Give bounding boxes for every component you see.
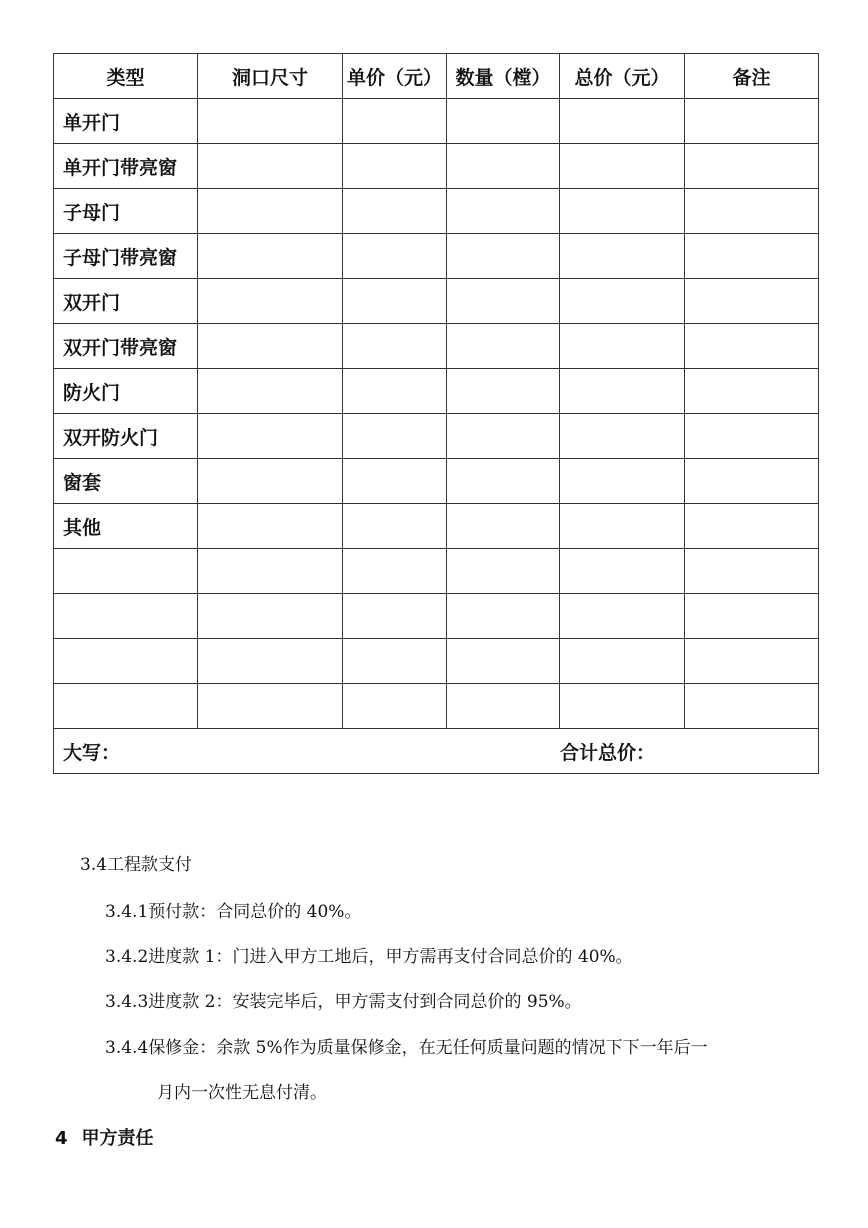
section-4-title: 甲方责任 [81,1128,154,1149]
table-cell [343,279,447,324]
type-cell [54,684,198,729]
table-row [54,234,819,279]
table-cell [560,639,685,684]
table-row [54,459,819,504]
column-header: 单价（元） [343,54,447,99]
table-cell [447,549,560,594]
table-cell [343,549,447,594]
table-cell [447,144,560,189]
table-cell [447,414,560,459]
table-cell [343,369,447,414]
table-row [54,684,819,729]
table-row [54,594,819,639]
table-cell [685,99,819,144]
table-cell [198,639,343,684]
table-cell [560,594,685,639]
total-price-label: 合计总价： [560,741,656,764]
table-row [54,99,819,144]
table-cell [343,594,447,639]
type-cell: 单开门 [54,99,198,144]
type-cell: 单开门带亮窗 [54,144,198,189]
table-cell [198,594,343,639]
table-cell [198,459,343,504]
type-cell: 双开防火门 [54,414,198,459]
clause-3-4-3: 3.4.3进度款 2：安装完毕后，甲方需支付到合同总价的 95%。 [105,992,582,1012]
price-table [53,53,819,774]
table-row [54,549,819,594]
type-cell: 其他 [54,504,198,549]
table-cell [560,414,685,459]
type-cell: 子母门 [54,189,198,234]
table-cell [685,144,819,189]
column-header: 洞口尺寸 [198,54,343,99]
table-row [54,324,819,369]
table-cell [685,504,819,549]
table-cell [198,549,343,594]
table-cell [447,369,560,414]
table-body [54,99,819,729]
column-header: 数量（樘） [447,54,560,99]
table-cell [560,459,685,504]
table-row [54,414,819,459]
table-cell [447,279,560,324]
table-cell [447,684,560,729]
section-4-number: 4 [55,1128,68,1149]
column-header: 总价（元） [560,54,685,99]
table-cell [343,639,447,684]
table-row [54,189,819,234]
table-cell [560,99,685,144]
table-cell [447,459,560,504]
table-cell [560,144,685,189]
table-header-row [54,54,819,99]
table-cell [685,324,819,369]
type-cell [54,639,198,684]
table-cell [198,144,343,189]
table-cell [447,639,560,684]
table-cell [560,324,685,369]
clause-3-4-2: 3.4.2进度款 1：门进入甲方工地后，甲方需再支付合同总价的 40%。 [105,947,633,967]
column-header: 备注 [685,54,819,99]
table-row [54,639,819,684]
table-row [54,144,819,189]
table-cell [198,324,343,369]
type-cell: 子母门带亮窗 [54,234,198,279]
clause-3-4-4-continued: 月内一次性无息付清。 [157,1083,327,1103]
table-cell [343,99,447,144]
table-cell [560,279,685,324]
clause-3-4-4: 3.4.4保修金：余款 5%作为质量保修金，在无任何质量问题的情况下下一年后一 [105,1038,708,1058]
capital-amount-label: 大写： [63,741,121,764]
table-cell [343,504,447,549]
table-cell [343,144,447,189]
table-cell [685,234,819,279]
table-cell [685,369,819,414]
table-cell [447,504,560,549]
type-cell: 防火门 [54,369,198,414]
total-cell [54,729,819,774]
table-row [54,279,819,324]
table-cell [447,234,560,279]
section-3-4-title: 3.4工程款支付 [80,855,193,875]
table-cell [685,279,819,324]
table-cell [685,639,819,684]
table-cell [447,99,560,144]
table-cell [685,549,819,594]
table-cell [198,369,343,414]
table-cell [343,414,447,459]
table-row [54,369,819,414]
table-cell [343,189,447,234]
table-cell [447,324,560,369]
table-cell [198,99,343,144]
table-cell [343,324,447,369]
total-row [54,729,819,774]
table-cell [560,189,685,234]
table-cell [560,549,685,594]
table-cell [447,594,560,639]
table-cell [447,189,560,234]
table-cell [343,234,447,279]
table-cell [198,504,343,549]
column-header: 类型 [54,54,198,99]
table-cell [685,414,819,459]
type-cell [54,594,198,639]
type-cell: 双开门带亮窗 [54,324,198,369]
table-cell [560,684,685,729]
table-cell [685,684,819,729]
table-cell [685,594,819,639]
clause-3-4-1: 3.4.1预付款：合同总价的 40%。 [105,902,362,922]
table-cell [198,234,343,279]
section-4-heading [55,1124,154,1150]
table-cell [198,279,343,324]
table-cell [685,189,819,234]
table-cell [685,459,819,504]
table-cell [560,504,685,549]
type-cell: 双开门 [54,279,198,324]
table-cell [198,414,343,459]
table-cell [560,234,685,279]
table-cell [198,189,343,234]
table-cell [343,684,447,729]
table-cell [198,684,343,729]
table-cell [343,459,447,504]
type-cell: 窗套 [54,459,198,504]
type-cell [54,549,198,594]
table-cell [560,369,685,414]
table-row [54,504,819,549]
